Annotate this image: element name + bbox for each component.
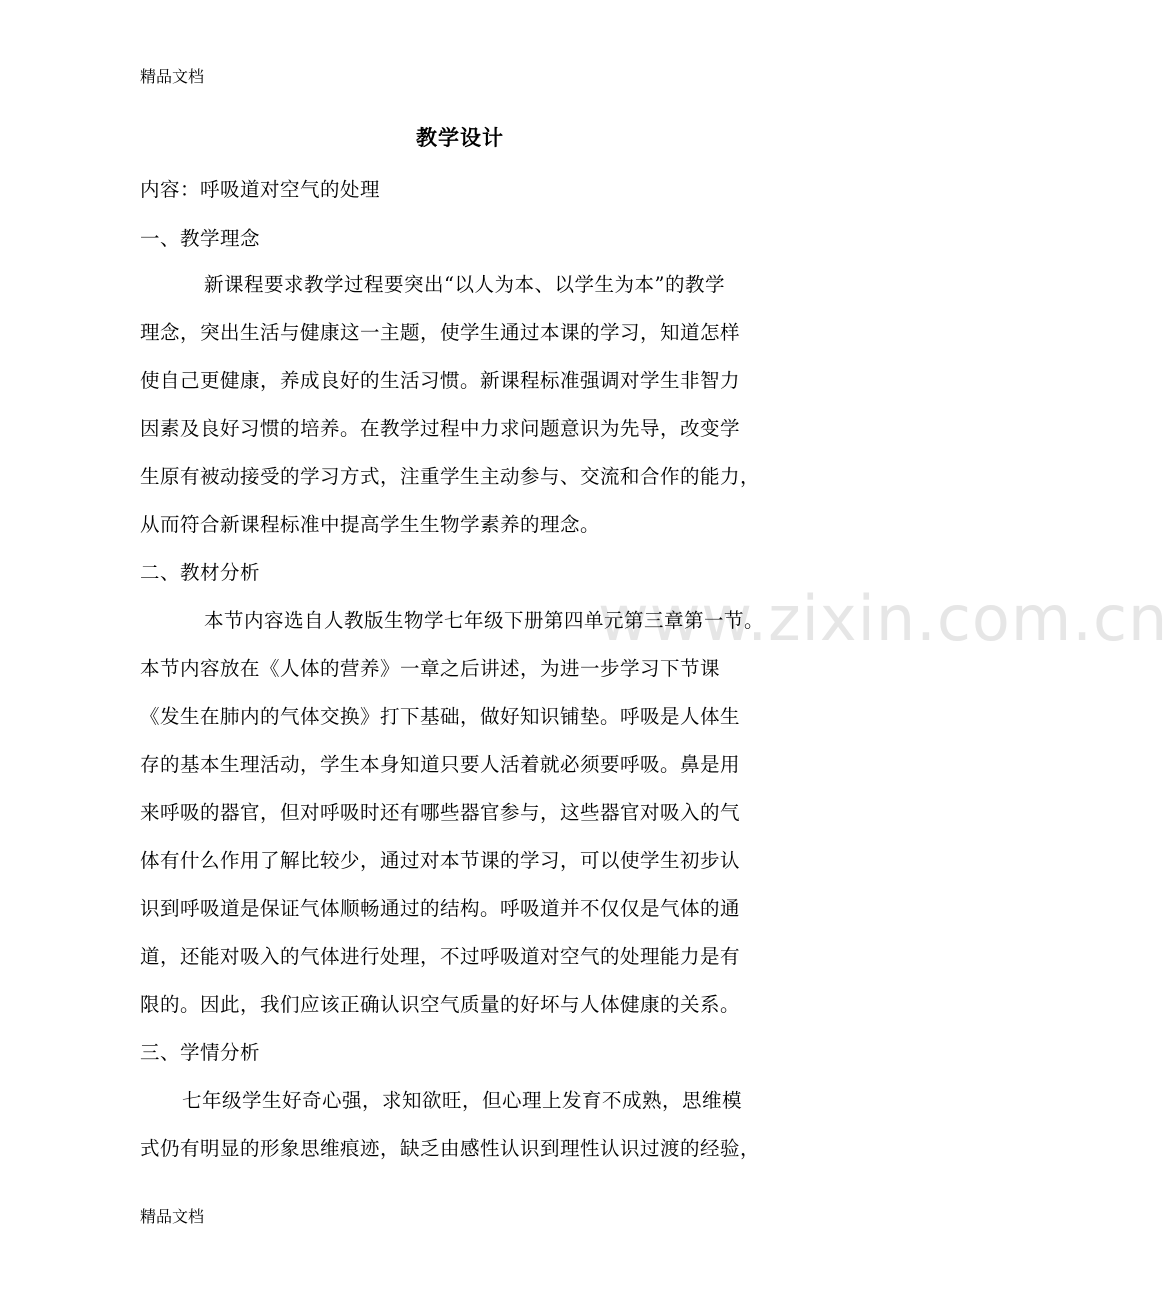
paragraph-line: 生原有被动接受的学习方式，注重学生主动参与、交流和合作的能力， [140, 465, 761, 488]
paragraph-line: 限的。因此，我们应该正确认识空气质量的好坏与人体健康的关系。 [140, 993, 741, 1016]
paragraph-line: 来呼吸的器官，但对呼吸时还有哪些器官参与，这些器官对吸入的气 [140, 801, 741, 824]
paragraph-line: 从而符合新课程标准中提高学生生物学素养的理念。 [140, 513, 601, 536]
paragraph-line: 《发生在肺内的气体交换》打下基础，做好知识铺垫。呼吸是人体生 [140, 705, 741, 728]
paragraph-line: 理念，突出生活与健康这一主题，使学生通过本课的学习，知道怎样 [140, 321, 741, 344]
paragraph-line: 道，还能对吸入的气体进行处理，不过呼吸道对空气的处理能力是有 [140, 945, 741, 968]
section-heading: 三、学情分析 [140, 1041, 261, 1064]
paragraph-line: 识到呼吸道是保证气体顺畅通过的结构。呼吸道并不仅仅是气体的通 [140, 897, 741, 920]
content-line: 内容：呼吸道对空气的处理 [140, 178, 381, 201]
paragraph-line: 因素及良好习惯的培养。在教学过程中力求问题意识为先导，改变学 [140, 417, 741, 440]
section-heading: 一、教学理念 [140, 227, 261, 250]
paragraph-line: 体有什么作用了解比较少，通过对本节课的学习，可以使学生初步认 [140, 849, 741, 872]
paragraph-line: 新课程要求教学过程要突出“以人为本、以学生为本”的教学 [204, 273, 725, 296]
paragraph-line: 本节内容选自人教版生物学七年级下册第四单元第三章第一节。 [204, 609, 765, 632]
watermark: www.zixin.com.cn [598, 582, 1168, 655]
paragraph-line: 存的基本生理活动，学生本身知道只要人活着就必须要呼吸。鼻是用 [140, 753, 741, 776]
paragraph-line: 式仍有明显的形象思维痕迹，缺乏由感性认识到理性认识过渡的经验， [140, 1137, 761, 1160]
paragraph-line: 七年级学生好奇心强，求知欲旺，但心理上发育不成熟，思维模 [182, 1089, 743, 1112]
page-header: 精品文档 [140, 67, 205, 86]
document-title: 教学设计 [416, 125, 504, 150]
paragraph-line: 本节内容放在《人体的营养》一章之后讲述，为进一步学习下节课 [140, 657, 721, 680]
section-heading: 二、教材分析 [140, 561, 261, 584]
page-footer: 精品文档 [140, 1207, 205, 1226]
paragraph-line: 使自己更健康，养成良好的生活习惯。新课程标准强调对学生非智力 [140, 369, 741, 392]
